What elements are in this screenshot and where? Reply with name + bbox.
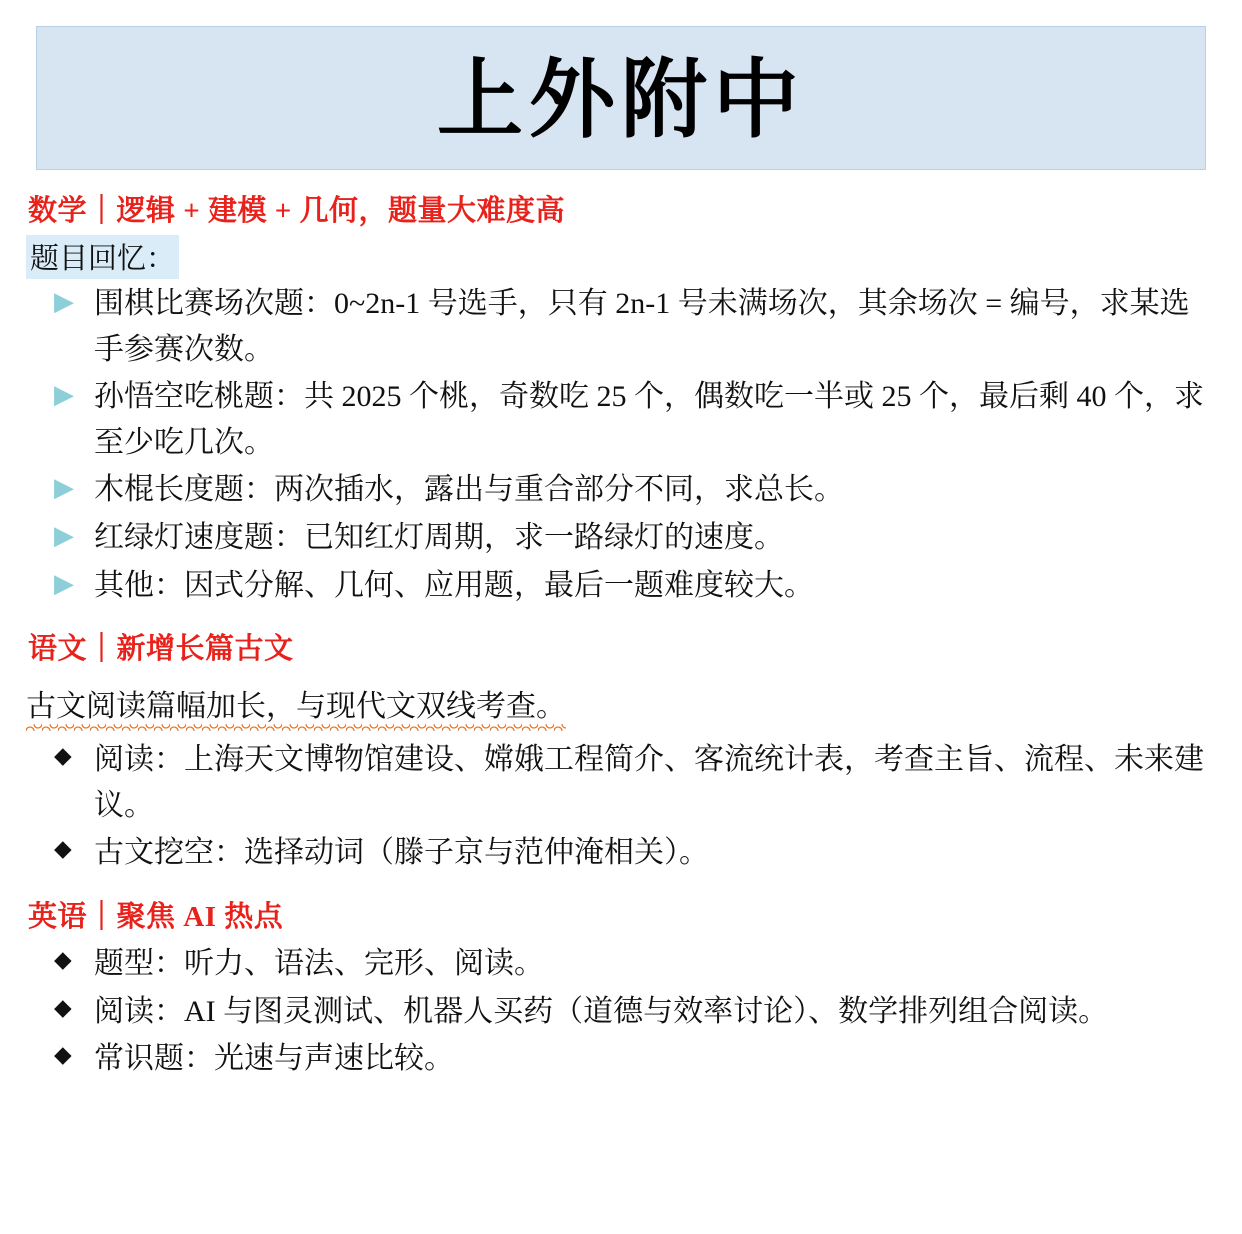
list-item	[54, 1036, 1208, 1082]
list-item-text: 木棍长度题：两次插水，露出与重合部分不同，求总长。	[94, 473, 844, 507]
list-item	[54, 374, 1208, 465]
section-math	[0, 188, 1242, 608]
triangle-bullet-icon: ▶	[54, 380, 74, 410]
section-english	[0, 894, 1242, 1082]
triangle-bullet-icon: ▶	[54, 568, 74, 598]
list-item	[54, 830, 1208, 876]
diamond-bullet-icon: ◆	[54, 836, 72, 862]
list-item-text: 阅读：AI 与图灵测试、机器人买药（道德与效率讨论）、数学排列组合阅读。	[94, 994, 1109, 1028]
bullet-list-english	[0, 941, 1242, 1082]
bullet-list-chinese	[0, 737, 1242, 876]
triangle-bullet-icon: ▶	[54, 287, 74, 316]
triangle-bullet-icon: ▶	[54, 473, 74, 503]
diamond-bullet-icon: ◆	[54, 1042, 72, 1068]
sub-label-wrap-math	[26, 235, 1242, 279]
list-item	[54, 563, 1208, 609]
title-banner	[36, 26, 1206, 170]
section-heading-chinese: 语文｜新增长篇古文	[28, 633, 294, 666]
list-item	[54, 467, 1208, 513]
list-item-text: 其他：因式分解、几何、应用题，最后一题难度较大。	[94, 568, 814, 602]
list-item-text: 常识题：光速与声速比较。	[94, 1042, 454, 1076]
page-title: 上外附中	[437, 52, 805, 148]
document-page	[0, 26, 1242, 1234]
diamond-bullet-icon: ◆	[54, 994, 72, 1020]
list-item-text: 阅读：上海天文博物馆建设、嫦娥工程简介、客流统计表，考查主旨、流程、未来建议。	[94, 743, 1204, 822]
sub-label-math: 题目回忆：	[26, 235, 179, 279]
list-item-text: 题型：听力、语法、完形、阅读。	[94, 946, 544, 980]
list-item-text: 围棋比赛场次题：0~2n-1 号选手，只有 2n-1 号未满场次，其余场次 = 编号，求某选手参赛次数。	[94, 287, 1190, 366]
triangle-bullet-icon: ▶	[54, 520, 74, 550]
list-item-text: 红绿灯速度题：已知红灯周期，求一路绿灯的速度。	[94, 520, 784, 554]
list-item	[54, 737, 1208, 828]
bullet-list-math	[0, 281, 1242, 608]
list-item	[54, 515, 1208, 561]
diamond-bullet-icon: ◆	[54, 946, 72, 972]
list-item-text: 孙悟空吃桃题：共 2025 个桃，奇数吃 25 个，偶数吃一半或 25 个，最后剩 40 个，求至少吃几次。	[94, 380, 1204, 459]
list-item	[54, 941, 1208, 987]
wavy-paragraph-wrap	[0, 673, 1242, 735]
diamond-bullet-icon: ◆	[54, 743, 72, 769]
wavy-underlined-text: 古文阅读篇幅加长，与现代文双线考查。	[26, 681, 566, 731]
section-chinese	[0, 626, 1242, 876]
section-heading-math: 数学｜逻辑 + 建模 + 几何，题量大难度高	[28, 195, 566, 227]
section-heading-english: 英语｜聚焦 AI 热点	[28, 900, 284, 933]
list-item	[54, 281, 1208, 372]
list-item-text: 古文挖空：选择动词（滕子京与范仲淹相关）。	[94, 836, 709, 870]
list-item	[54, 989, 1208, 1035]
